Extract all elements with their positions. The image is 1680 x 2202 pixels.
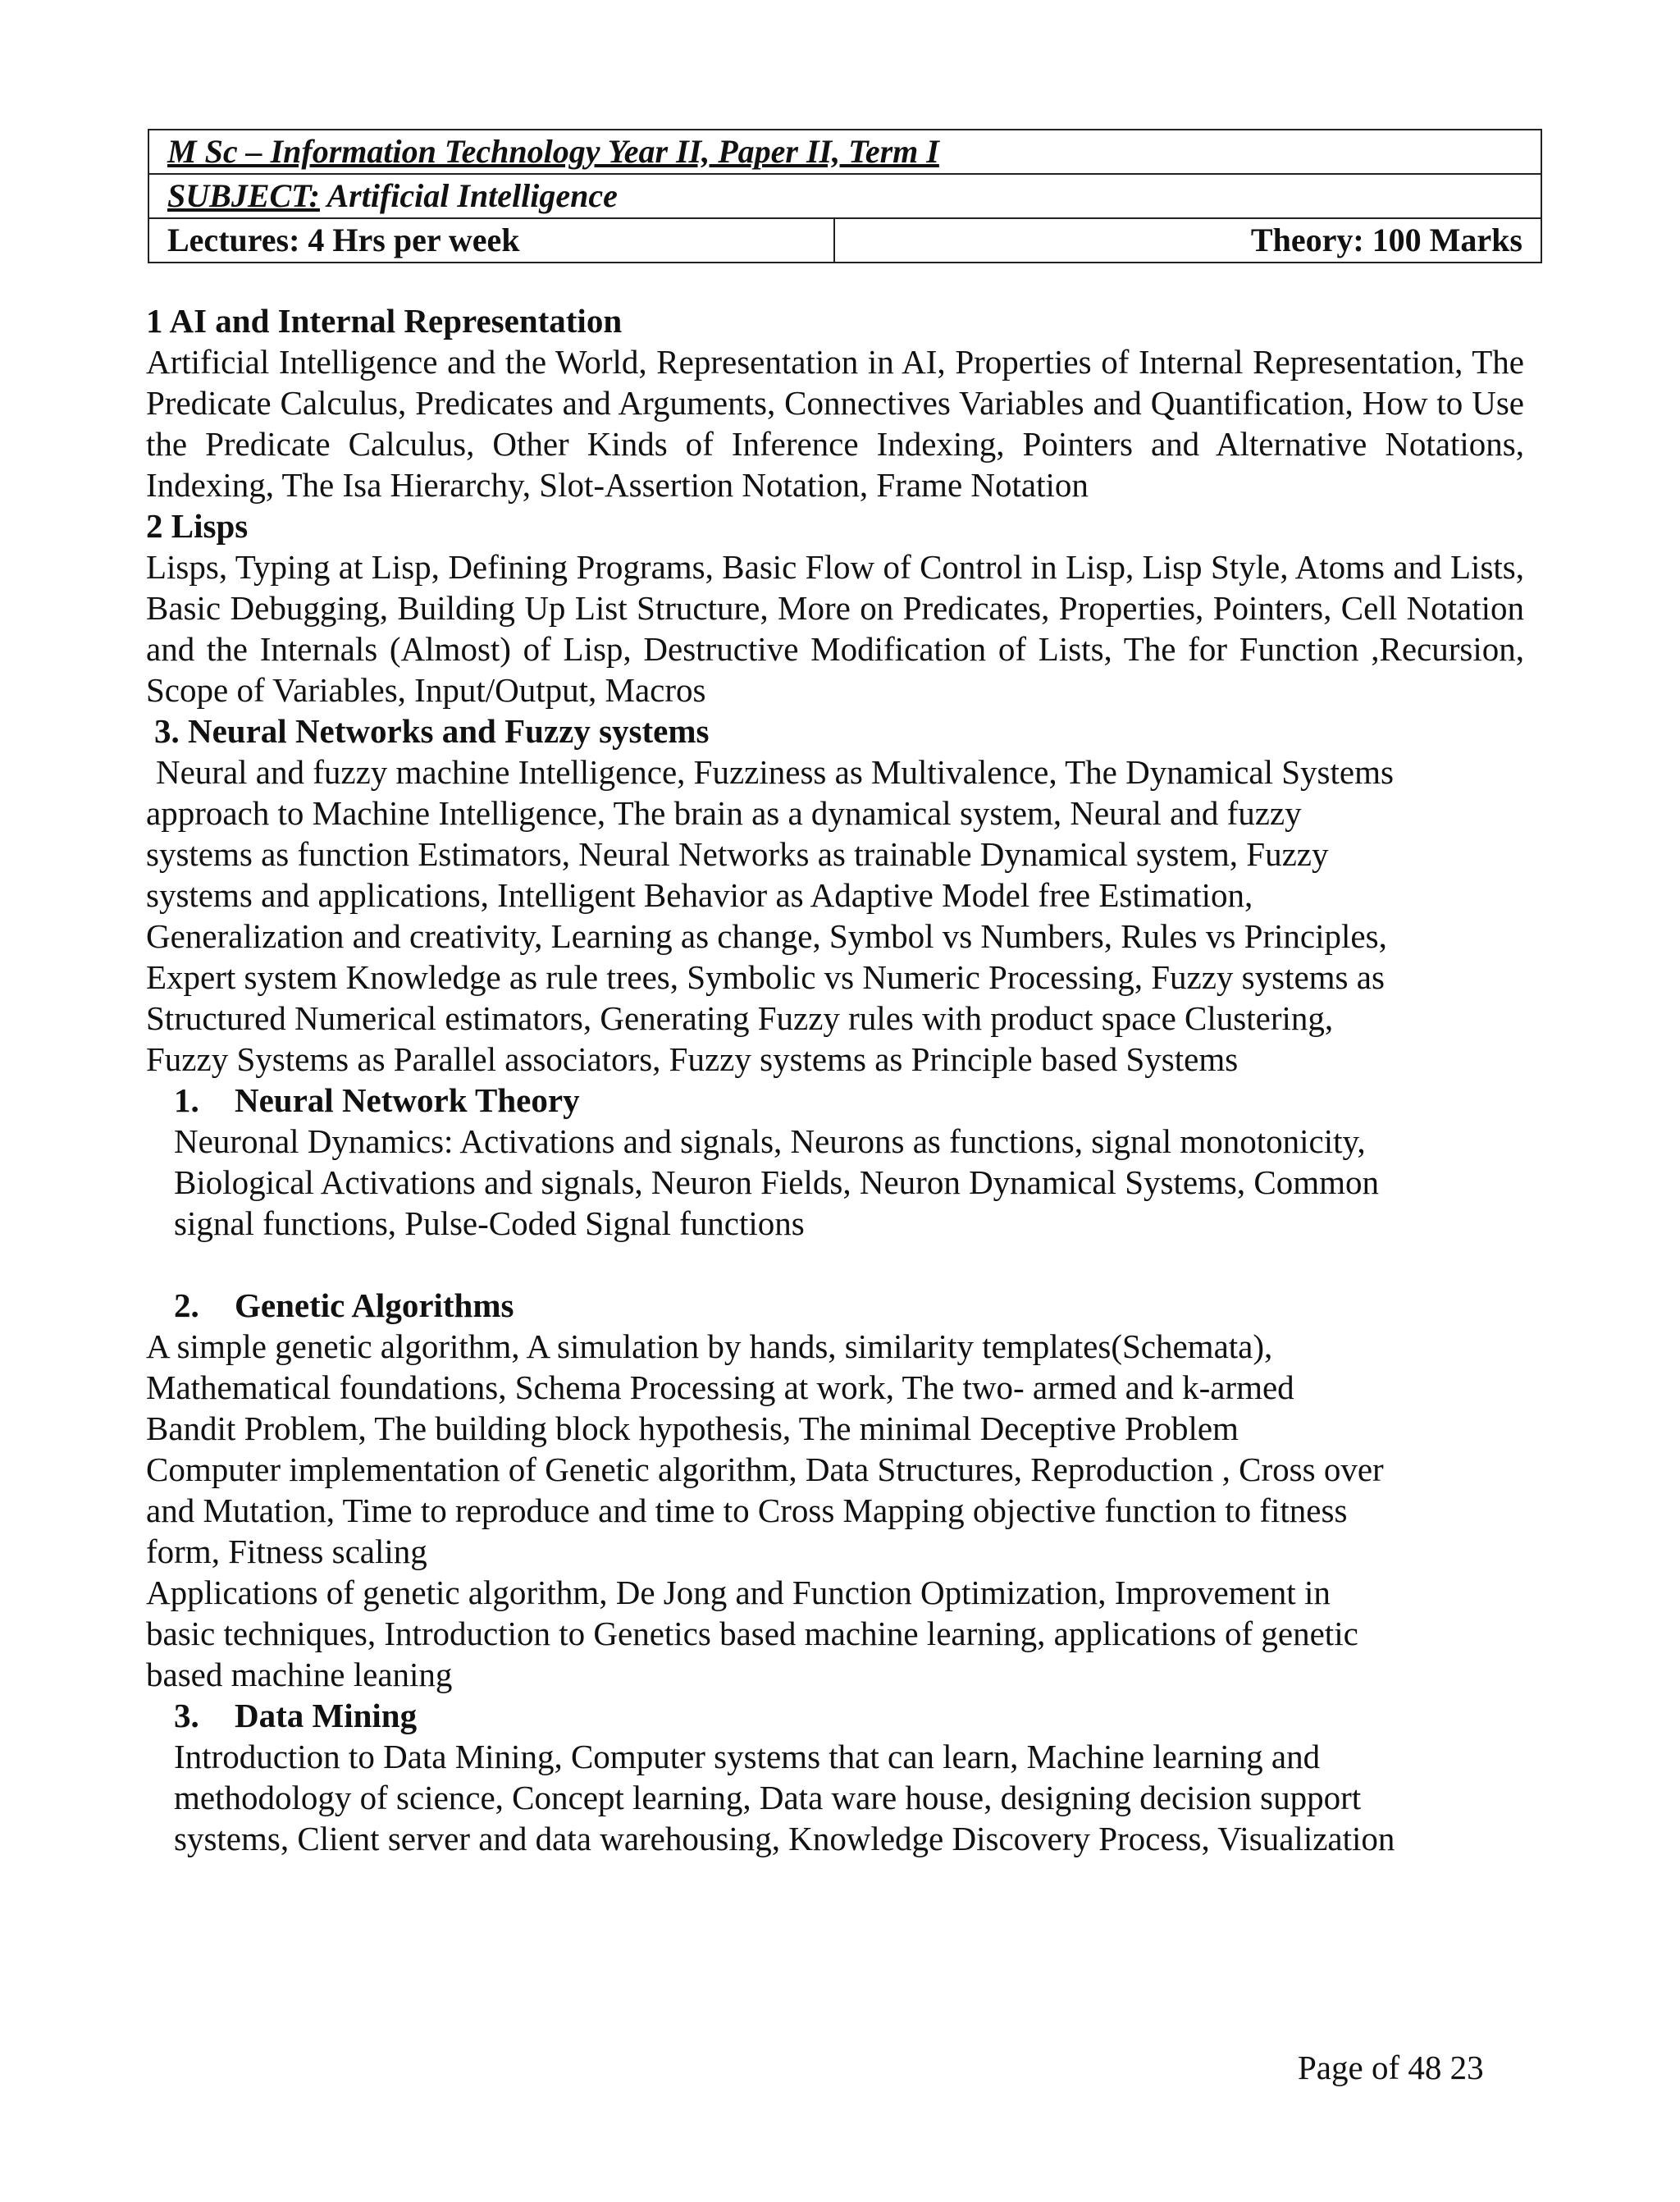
spacer <box>146 1244 1524 1285</box>
subsection-2-line: Mathematical foundations, Schema Processing at work, The two- armed and k-armed <box>146 1368 1294 1406</box>
section-3-line: Generalization and creativity, Learning as change, Symbol vs Numbers, Rules vs Principles, <box>146 917 1387 955</box>
syllabus-content <box>146 300 1524 1859</box>
subsection-2-line: Bandit Problem, The building block hypothesis, The minimal Deceptive Problem <box>146 1409 1239 1447</box>
subsection-3-line: Introduction to Data Mining, Computer systems that can learn, Machine learning and <box>174 1738 1321 1775</box>
section-1-title: 1 AI and Internal Representation <box>146 302 623 340</box>
subsection-3-heading <box>174 1695 1524 1736</box>
subsection-2-line: form, Fitness scaling <box>146 1533 427 1570</box>
subsection-2-line: based machine leaning <box>146 1656 453 1693</box>
subsection-2-line: Computer implementation of Genetic algorithm, Data Structures, Reproduction , Cross over <box>146 1450 1384 1488</box>
subsection-2-number: 2. <box>174 1286 199 1324</box>
subsection-2-line: and Mutation, Time to reproduce and time to Cross Mapping objective function to fitness <box>146 1492 1348 1529</box>
subsection-1-line: Neuronal Dynamics: Activations and signals, Neurons as functions, signal monotonicity, <box>174 1122 1366 1160</box>
subsection-1-line: Biological Activations and signals, Neuron Fields, Neuron Dynamical Systems, Common <box>174 1163 1380 1201</box>
subsection-2-heading <box>174 1285 1524 1326</box>
section-3-line: Expert system Knowledge as rule trees, Symbolic vs Numeric Processing, Fuzzy systems as <box>146 958 1385 996</box>
subject-name: Artificial Intelligence <box>326 177 618 214</box>
subject-cell <box>148 174 1541 218</box>
subject-row <box>148 174 1541 218</box>
section-3-title: 3. Neural Networks and Fuzzy systems <box>154 712 710 750</box>
subsection-3-title: Data Mining <box>235 1697 418 1734</box>
page-number: Page of 48 23 <box>1298 2049 1484 2086</box>
subsection-1-title: Neural Network Theory <box>235 1081 580 1119</box>
section-3-line: systems and applications, Intelligent Behavior as Adaptive Model free Estimation, <box>146 876 1253 914</box>
subsection-3 <box>146 1695 1524 1859</box>
lectures-row <box>148 218 1541 263</box>
subsection-1-heading <box>174 1080 1524 1121</box>
subsection-2-text <box>146 1326 1524 1695</box>
section-3-line: Structured Numerical estimators, Generating Fuzzy rules with product space Clustering, <box>146 999 1334 1037</box>
subsection-2-line: Applications of genetic algorithm, De Jong and Function Optimization, Improvement in <box>146 1574 1331 1611</box>
section-1-text: Artificial Intelligence and the World, Representation in AI, Properties of Internal Representation, The Predicate Calculus, Predicates and Arguments, Connectives Variables and Quantification, How to Use the Predicate Calculus, Other Kinds of Inference Indexing, Pointers and Alternative Notations, Indexing, The Isa Hierarchy, Slot-Assertion Notation, Frame Notation <box>146 343 1524 504</box>
section-2-title: 2 Lisps <box>146 507 249 545</box>
subsection-1 <box>146 1080 1524 1244</box>
subsection-3-number: 3. <box>174 1697 199 1734</box>
course-title: M Sc – Information Technology Year II, Paper II, Term I <box>148 130 1541 174</box>
section-3-line: Fuzzy Systems as Parallel associators, Fuzzy systems as Principle based Systems <box>146 1040 1239 1078</box>
subsection-2-heading-wrap <box>146 1285 1524 1326</box>
section-3-text <box>146 752 1524 1080</box>
theory-cell: Theory: 100 Marks <box>834 218 1541 263</box>
lectures-cell: Lectures: 4 Hrs per week <box>148 218 834 263</box>
subsection-3-line: methodology of science, Concept learning, Data ware house, designing decision support <box>174 1779 1362 1816</box>
subject-label: SUBJECT: <box>167 177 320 214</box>
section-3-line: systems as function Estimators, Neural Networks as trainable Dynamical system, Fuzzy <box>146 835 1329 873</box>
subsection-2-title: Genetic Algorithms <box>235 1286 514 1324</box>
subsection-3-line: systems, Client server and data warehousing, Knowledge Discovery Process, Visualization <box>174 1820 1395 1857</box>
subsection-1-number: 1. <box>174 1081 199 1119</box>
subsection-1-line: signal functions, Pulse-Coded Signal functions <box>174 1204 805 1242</box>
course-header-table <box>148 129 1542 263</box>
subsection-2-line: A simple genetic algorithm, A simulation by hands, similarity templates(Schemata), <box>146 1327 1273 1365</box>
course-title-row <box>148 130 1541 174</box>
section-3-line: approach to Machine Intelligence, The brain as a dynamical system, Neural and fuzzy <box>146 794 1302 832</box>
section-2-text: Lisps, Typing at Lisp, Defining Programs, Basic Flow of Control in Lisp, Lisp Style, Atoms and Lists, Basic Debugging, Building Up List Structure, More on Predicates, Properties, Pointers, Cell Notation and the Internals (Almost) of Lisp, Destructive Modification of Lists, The for Function ,Recursion, Scope of Variables, Input/Output, Macros <box>146 548 1524 709</box>
section-3-line: Neural and fuzzy machine Intelligence, Fuzziness as Multivalence, The Dynamical Systems <box>156 753 1394 791</box>
subsection-2-line: basic techniques, Introduction to Genetics based machine learning, applications of genetic <box>146 1615 1358 1652</box>
